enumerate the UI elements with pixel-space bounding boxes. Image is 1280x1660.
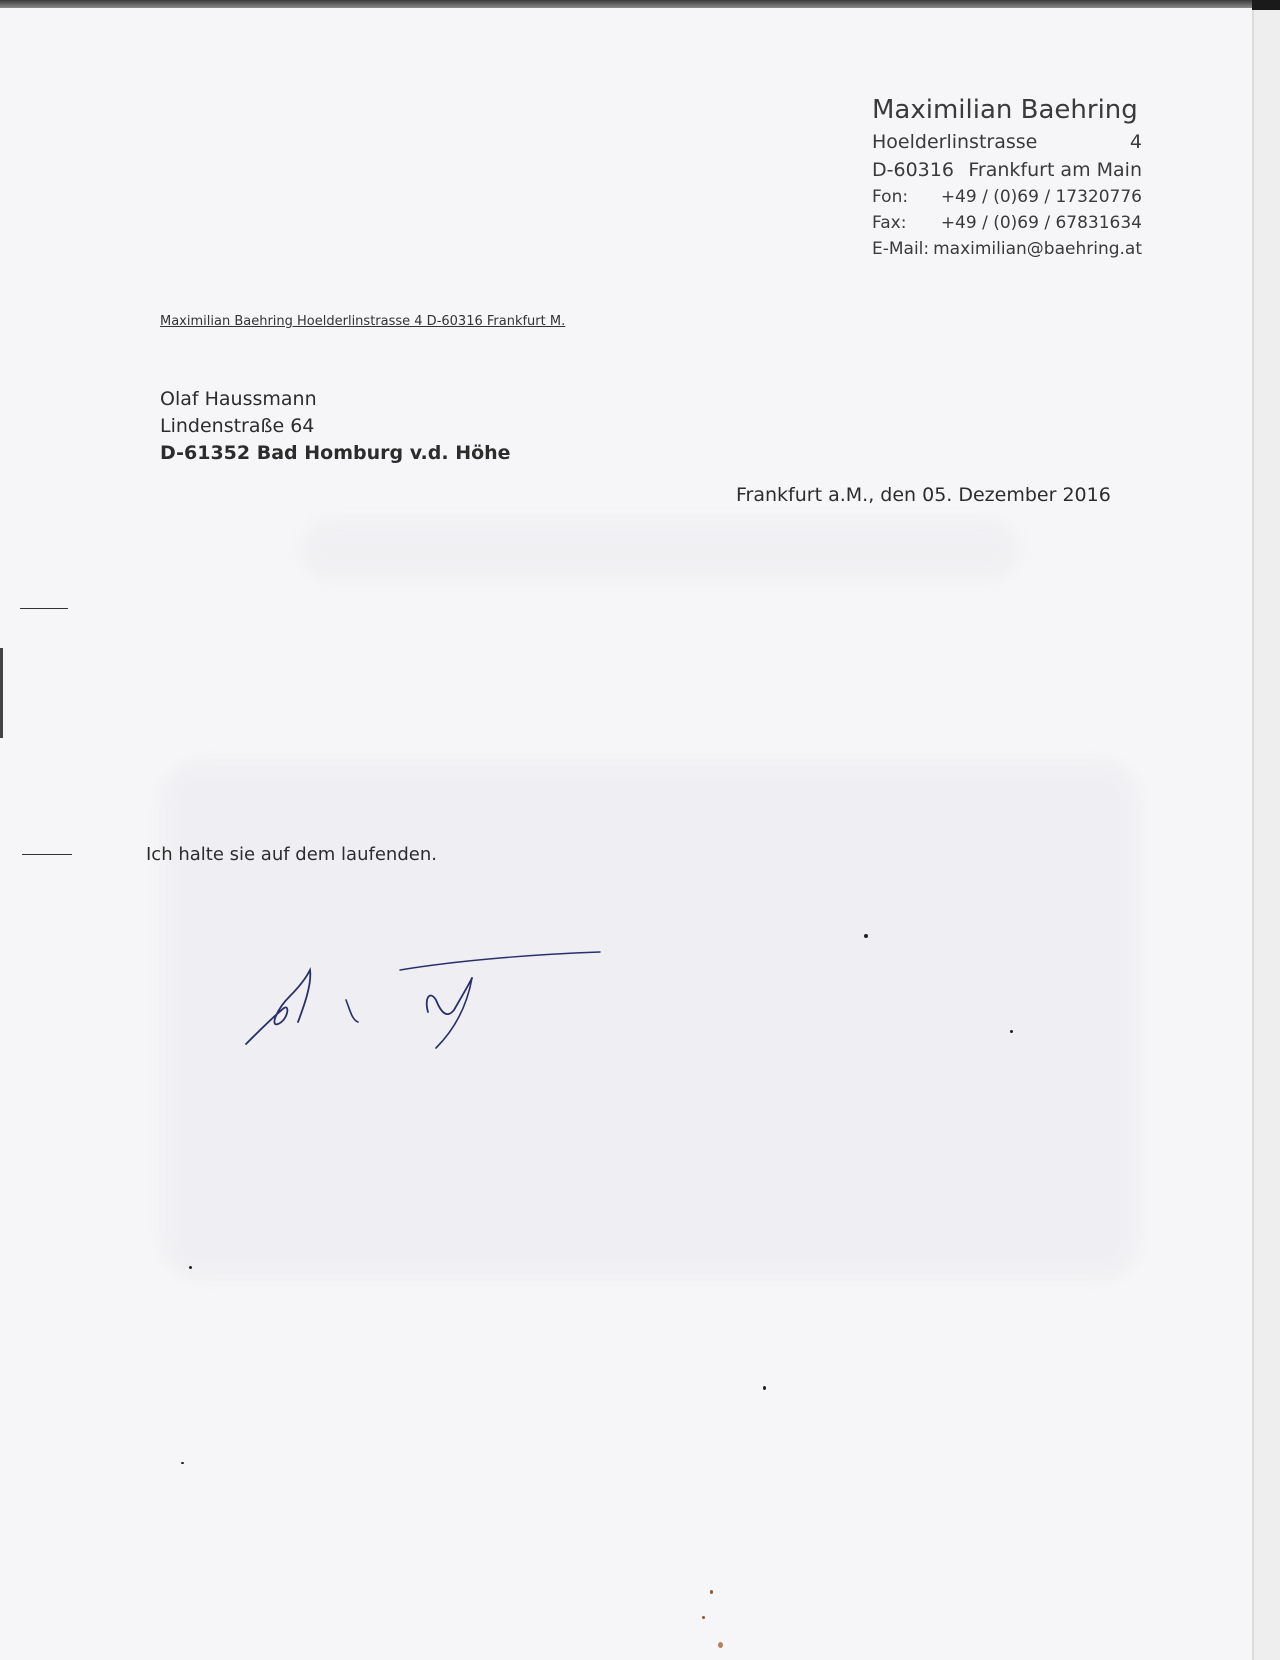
letterhead-city: Frankfurt am Main — [968, 159, 1142, 181]
letterhead — [872, 92, 1142, 262]
scan-speck — [189, 1266, 192, 1269]
scan-speck — [763, 1386, 766, 1390]
scan-top-edge — [0, 0, 1280, 8]
letterhead-street-row — [872, 128, 1142, 156]
scan-left-shadow — [0, 648, 3, 738]
letterhead-city-row — [872, 156, 1142, 184]
fold-mark-top — [20, 608, 68, 609]
phone-number: +49 / (0)69 / 17320776 — [940, 187, 1142, 207]
letterhead-fax-row — [872, 210, 1142, 236]
show-through-band — [300, 520, 1020, 580]
letterhead-postal-code: D-60316 — [872, 159, 954, 181]
page-margin-strip — [1254, 10, 1280, 1660]
scan-speck — [702, 1616, 705, 1619]
scan-speck — [1010, 1030, 1013, 1033]
letterhead-email-row — [872, 236, 1142, 262]
sender-return-address: Maximilian Baehring Hoelderlinstrasse 4 D-60316 Frankfurt M. — [160, 314, 566, 329]
closing-sentence: Ich halte sie auf dem laufenden. — [146, 844, 437, 865]
letterhead-phone-row — [872, 184, 1142, 210]
email-address: maximilian@baehring.at — [933, 239, 1142, 259]
letterhead-street: Hoelderlinstrasse — [872, 131, 1038, 153]
scan-speck — [710, 1590, 713, 1594]
scan-speck — [864, 934, 868, 938]
recipient-city: D-61352 Bad Homburg v.d. Höhe — [160, 442, 511, 464]
signature — [240, 950, 620, 1060]
fold-mark-bottom — [22, 854, 72, 855]
phone-label: Fon: — [872, 187, 909, 207]
letterhead-name: Maximilian Baehring — [872, 95, 1138, 125]
letterhead-house-number: 4 — [1129, 131, 1142, 153]
recipient-name: Olaf Haussmann — [160, 388, 317, 410]
scan-speck — [718, 1642, 723, 1648]
recipient-street: Lindenstraße 64 — [160, 415, 315, 437]
letter-date: Frankfurt a.M., den 05. Dezember 2016 — [736, 484, 1111, 506]
fax-label: Fax: — [872, 213, 907, 233]
scan-speck — [181, 1462, 184, 1464]
recipient-address — [160, 386, 511, 467]
email-label: E-Mail: — [872, 239, 930, 259]
fax-number: +49 / (0)69 / 67831634 — [940, 213, 1142, 233]
